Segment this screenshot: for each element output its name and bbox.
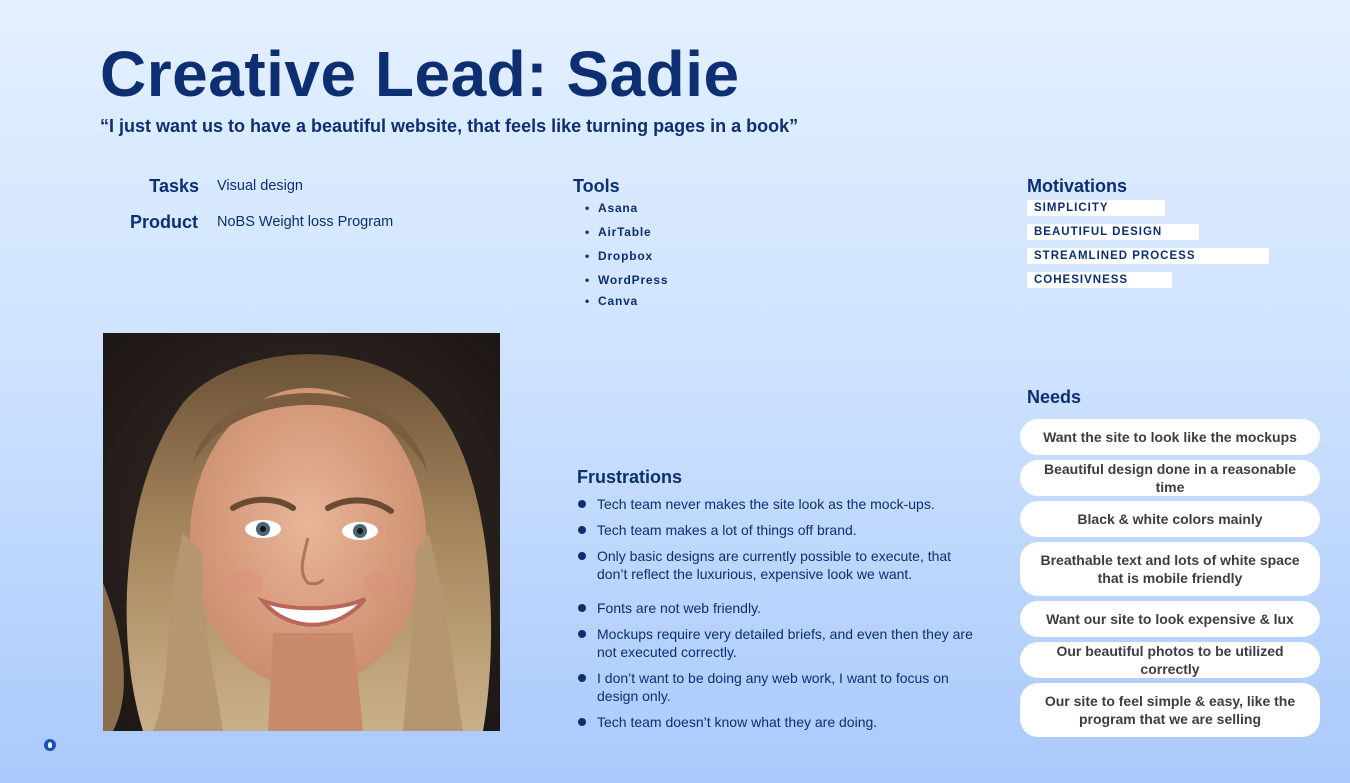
tasks-value: Visual design xyxy=(217,178,303,194)
frustration-item: Tech team never makes the site look as the mock-ups. xyxy=(577,495,977,513)
tool-item: • Asana xyxy=(585,201,638,215)
tool-item: • WordPress xyxy=(585,273,668,287)
page-title: Creative Lead: Sadie xyxy=(100,38,740,110)
frustration-item: Only basic designs are currently possible to execute, that don’t reflect the luxurious, expensive look we want. xyxy=(577,547,977,583)
frustration-item: Fonts are not web friendly. xyxy=(577,599,977,617)
product-label: Product xyxy=(129,212,198,232)
portrait-illustration xyxy=(103,333,500,731)
persona-quote: “I just want us to have a beautiful website, that feels like turning pages in a book” xyxy=(100,116,799,136)
need-card: Want our site to look expensive & lux xyxy=(1020,601,1320,637)
motivations-title: Motivations xyxy=(1027,176,1128,196)
need-card: Our site to feel simple & easy, like the program that we are selling xyxy=(1020,683,1320,737)
need-card: Our beautiful photos to be utilized correctly xyxy=(1020,642,1320,678)
needs-title: Needs xyxy=(1027,387,1082,407)
need-card: Breathable text and lots of white space that is mobile friendly xyxy=(1020,542,1320,596)
need-card: Want the site to look like the mockups xyxy=(1020,419,1320,455)
tool-item: • Dropbox xyxy=(585,249,653,263)
tasks-label: Tasks xyxy=(149,176,199,196)
persona-photo xyxy=(103,333,500,731)
frustration-item: I don’t want to be doing any web work, I want to focus on design only. xyxy=(577,669,977,705)
product-value: NoBS Weight loss Program xyxy=(217,214,394,230)
motivation-bar: BEAUTIFUL DESIGN xyxy=(1027,224,1199,240)
frustration-item: Mockups require very detailed briefs, and even then they are not executed correctly. xyxy=(577,625,977,661)
tool-item: • AirTable xyxy=(585,225,652,239)
frustration-item: Tech team makes a lot of things off brand. xyxy=(577,521,977,539)
frustrations-title: Frustrations xyxy=(577,467,683,487)
logo-dot-icon xyxy=(44,739,56,751)
motivation-bar: COHESIVNESS xyxy=(1027,272,1172,288)
motivation-bar: STREAMLINED PROCESS xyxy=(1027,248,1269,264)
need-card: Black & white colors mainly xyxy=(1020,501,1320,537)
tools-title: Tools xyxy=(573,176,620,196)
tool-item: • Canva xyxy=(585,294,638,308)
frustration-item: Tech team doesn’t know what they are doing. xyxy=(577,713,977,731)
need-card: Beautiful design done in a reasonable time xyxy=(1020,460,1320,496)
motivation-bar: SIMPLICITY xyxy=(1027,200,1165,216)
